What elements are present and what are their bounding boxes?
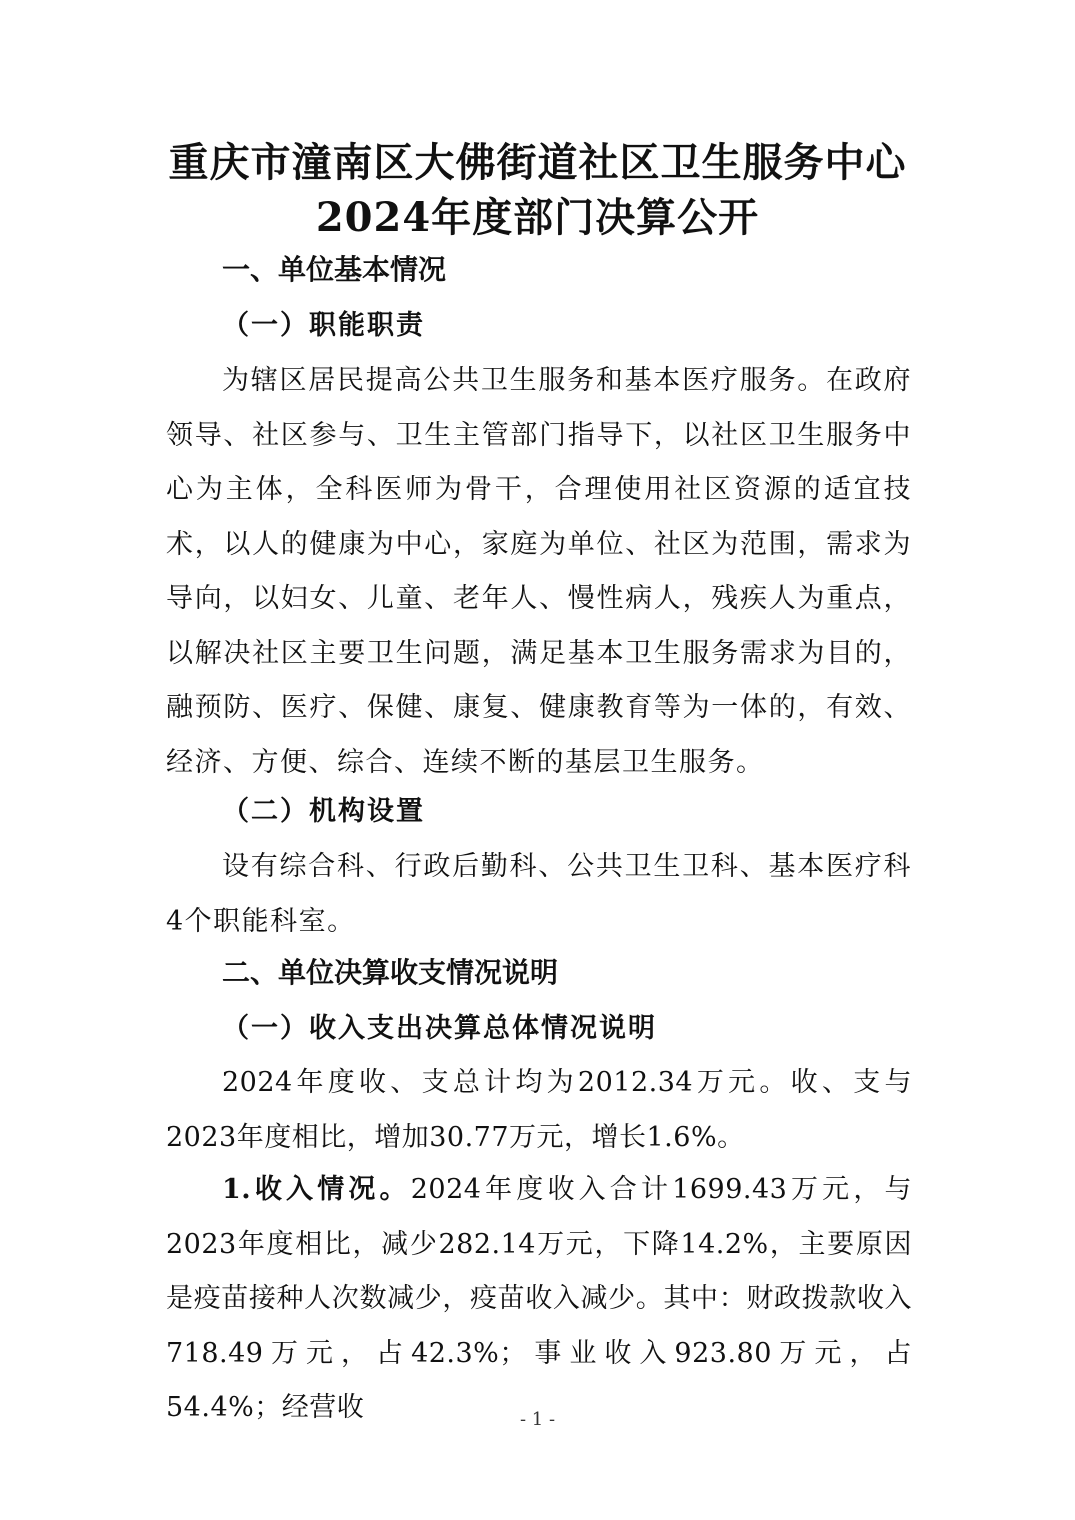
income-paragraph bbox=[166, 1163, 912, 1436]
section1-sub2-heading: （二）机构设置 bbox=[222, 796, 425, 827]
section1-heading: 一、单位基本情况 bbox=[222, 253, 447, 286]
document-title-line2: 2024年度部门决算公开 bbox=[315, 194, 760, 241]
page-number: - 1 - bbox=[519, 1409, 556, 1430]
section1-sub1-paragraph: 为辖区居民提高公共卫生服务和基本医疗服务。在政府领导、社区参与、卫生主管部门指导下，以社区卫生服务中心为主体，全科医师为骨干，合理使用社区资源的适宜技术，以人的健康为中心，家庭为单位、社区为范围，需求为导向，以妇女、儿童、老年人、慢性病人，残疾人为重点，以解决社区主要卫生问题，满足基本卫生服务需求为目的，融预防、医疗、保健、康复、健康教育等为一体的，有效、经济、方便、综合、连续不断的基层卫生服务。 bbox=[166, 365, 912, 778]
document-title-line1: 重庆市潼南区大佛街道社区卫生服务中心 bbox=[168, 139, 907, 186]
section2-sub1-heading: （一）收入支出决算总体情况说明 bbox=[222, 1013, 657, 1044]
section1-sub1-heading: （一）职能职责 bbox=[222, 310, 425, 341]
section2-sub1-paragraph: 2024年度收、支总计均为2012.34万元。收、支与2023年度相比，增加30.77万元，增长1.6%。 bbox=[166, 1067, 912, 1153]
income-text: 2024年度收入合计1699.43万元，与2023年度相比，减少282.14万元，下降14.2%，主要原因是疫苗接种人次数减少，疫苗收入减少。其中：财政拨款收入718.49万元，占42.3%；事业收入923.80万元，占54.4%；经营收 bbox=[166, 1174, 912, 1423]
section1-sub2-paragraph: 设有综合科、行政后勤科、公共卫生卫科、基本医疗科4个职能科室。 bbox=[166, 851, 912, 937]
section2-heading: 二、单位决算收支情况说明 bbox=[222, 956, 559, 989]
income-lead: 1.收入情况。 bbox=[222, 1174, 411, 1205]
